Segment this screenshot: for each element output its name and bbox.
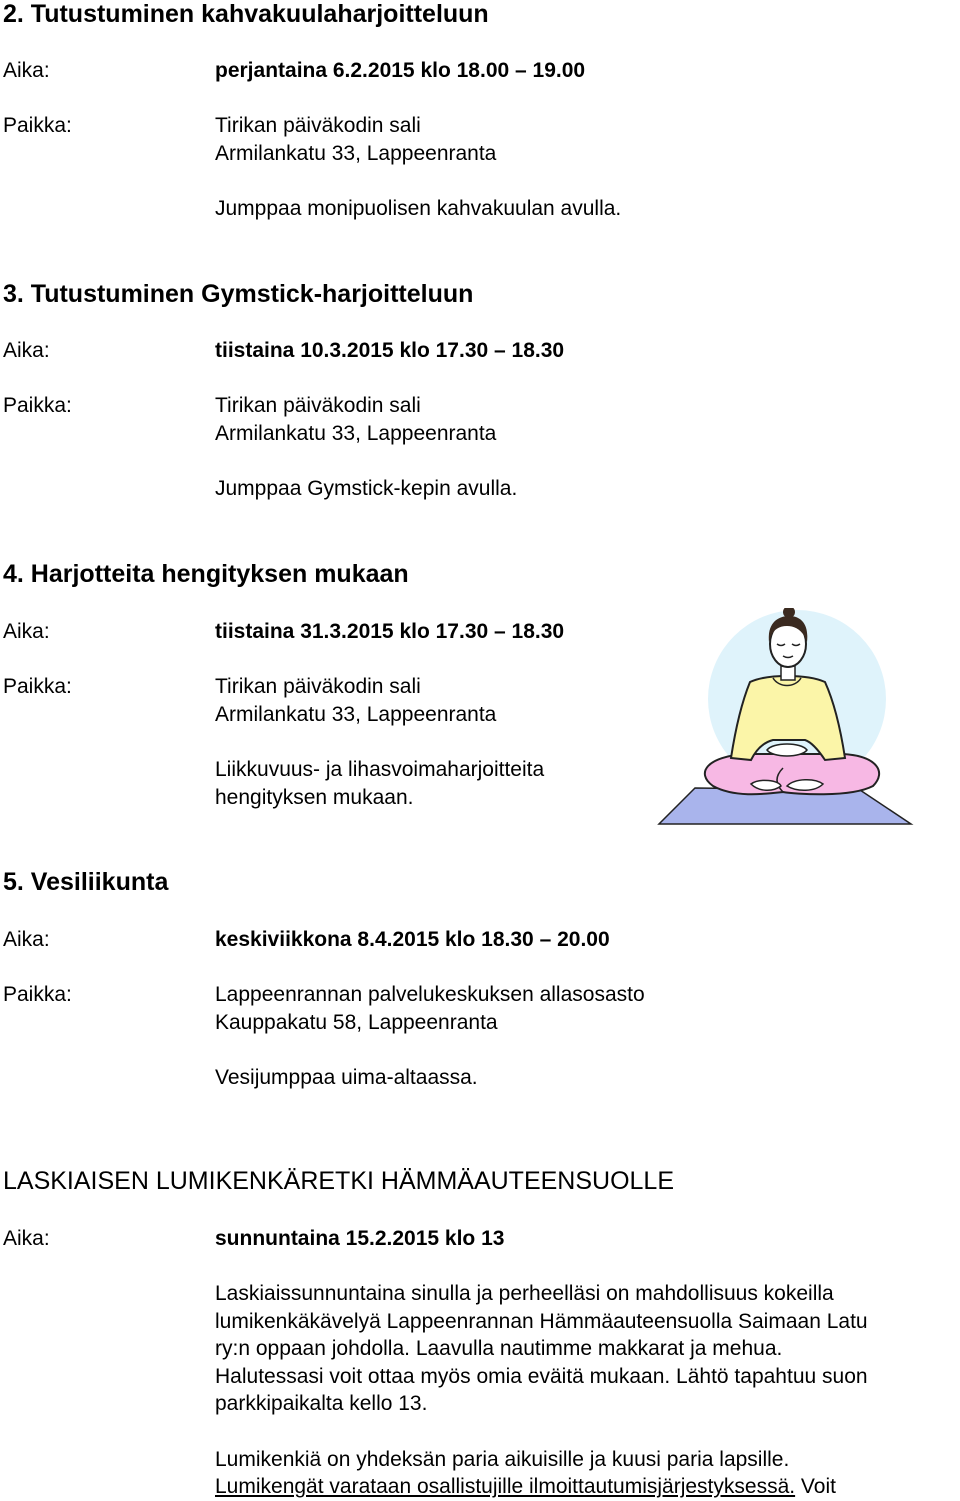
event-paragraph-1-line-5: parkkipaikalta kello 13. [215, 1392, 428, 1415]
section-5-aika-label: Aika: [3, 928, 50, 951]
section-3-aika-value: tiistaina 10.3.2015 klo 17.30 – 18.30 [215, 339, 565, 362]
meditation-illustration [655, 608, 915, 830]
section-4-aika-value: tiistaina 31.3.2015 klo 17.30 – 18.30 [215, 620, 565, 643]
section-5-aika-value: keskiviikkona 8.4.2015 klo 18.30 – 20.00 [215, 928, 610, 951]
event-paragraph-2-line-1: Lumikenkiä on yhdeksän paria aikuisille ja kuusi paria lapsille. [215, 1448, 790, 1471]
section-4-description-line-2: hengityksen mukaan. [215, 786, 414, 809]
section-2-aika-label: Aika: [3, 59, 50, 82]
event-paragraph-2-line-2 [215, 1475, 836, 1499]
section-2-paikka-label: Paikka: [3, 114, 72, 137]
section-3-paikka-line-2: Armilankatu 33, Lappeenranta [215, 422, 497, 445]
section-4-aika-label: Aika: [3, 620, 50, 643]
event-paragraph-1-line-4: Halutessasi voit ottaa myös omia eväitä mukaan. Lähtö tapahtuu suon [215, 1365, 868, 1388]
section-3-paikka-label: Paikka: [3, 394, 72, 417]
section-4-paikka-line-2: Armilankatu 33, Lappeenranta [215, 703, 497, 726]
section-2-description: Jumppaa monipuolisen kahvakuulan avulla. [215, 197, 622, 220]
event-title: LASKIAISEN LUMIKENKÄRETKI HÄMMÄAUTEENSUOLLE [3, 1167, 675, 1195]
reservation-note-rest: Voit [795, 1475, 836, 1498]
reservation-note-underlined: Lumikengät varataan osallistujille ilmoittautumisjärjestyksessä. [215, 1475, 796, 1498]
section-5-paikka-label: Paikka: [3, 983, 72, 1006]
event-aika-value: sunnuntaina 15.2.2015 klo 13 [215, 1227, 505, 1250]
section-3-description: Jumppaa Gymstick-kepin avulla. [215, 477, 518, 500]
section-4-paikka-line-1: Tirikan päiväkodin sali [215, 675, 421, 698]
section-2-title: 2. Tutustuminen kahvakuulaharjoitteluun [3, 0, 489, 28]
event-paragraph-1-line-2: lumikenkäkävelyä Lappeenrannan Hämmäauteensuolla Saimaan Latu [215, 1310, 868, 1333]
section-3-paikka-line-1: Tirikan päiväkodin sali [215, 394, 421, 417]
event-aika-label: Aika: [3, 1227, 50, 1250]
section-3-aika-label: Aika: [3, 339, 50, 362]
section-2-aika-value: perjantaina 6.2.2015 klo 18.00 – 19.00 [215, 59, 586, 82]
event-paragraph-1-line-1: Laskiaissunnuntaina sinulla ja perheelläsi on mahdollisuus kokeilla [215, 1282, 834, 1305]
section-3-title: 3. Tutustuminen Gymstick-harjoitteluun [3, 280, 474, 308]
section-4-description-line-1: Liikkuvuus- ja lihasvoimaharjoitteita [215, 758, 545, 781]
section-2-paikka-line-2: Armilankatu 33, Lappeenranta [215, 142, 497, 165]
event-paragraph-1-line-3: ry:n oppaan johdolla. Laavulla nautimme makkarat ja mehua. [215, 1337, 783, 1360]
section-5-title: 5. Vesiliikunta [3, 868, 169, 896]
section-4-title: 4. Harjotteita hengityksen mukaan [3, 560, 409, 588]
yoga-mat [659, 788, 911, 824]
section-4-paikka-label: Paikka: [3, 675, 72, 698]
section-2-paikka-line-1: Tirikan päiväkodin sali [215, 114, 421, 137]
section-5-paikka-line-1: Lappeenrannan palvelukeskuksen allasosasto [215, 983, 645, 1006]
section-5-paikka-line-2: Kauppakatu 58, Lappeenranta [215, 1011, 498, 1034]
hands [767, 744, 807, 756]
section-5-description: Vesijumppaa uima-altaassa. [215, 1066, 478, 1089]
